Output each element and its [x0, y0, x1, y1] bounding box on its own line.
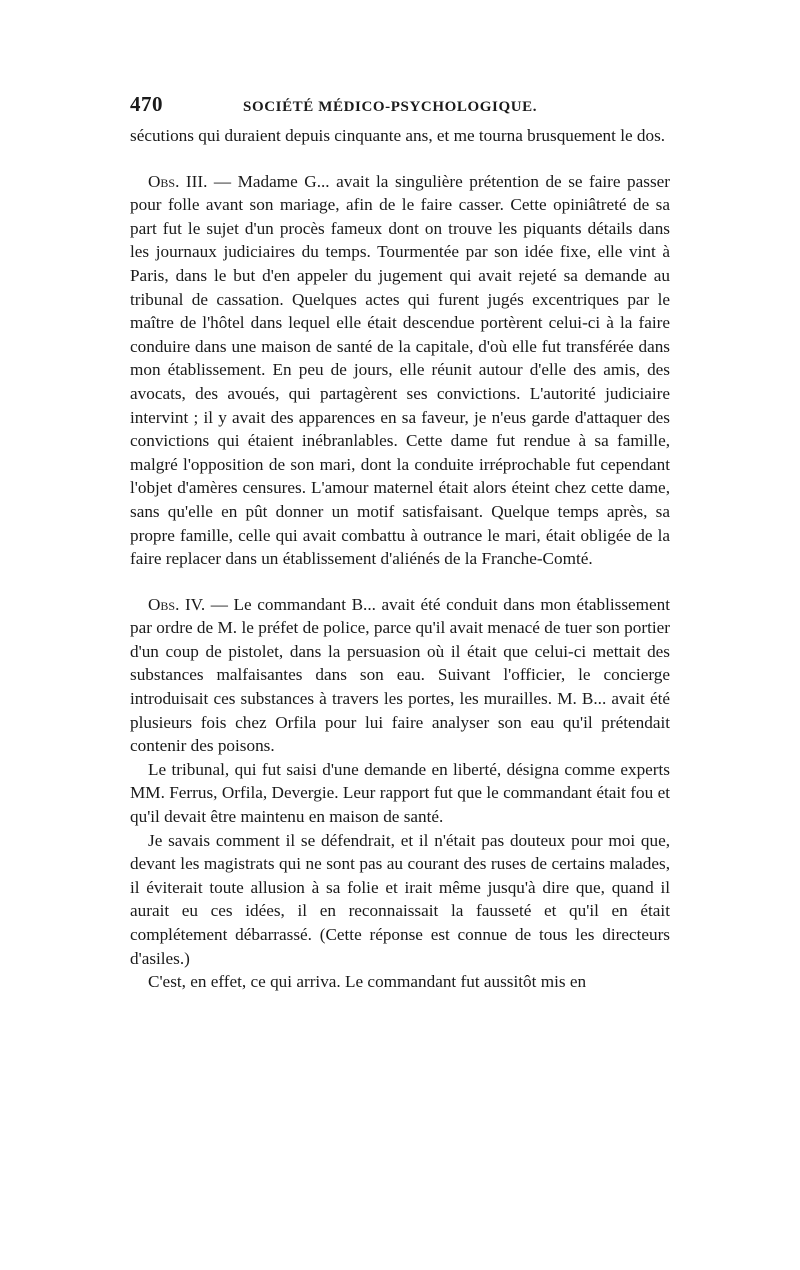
observation-label: Obs. III.: [148, 171, 208, 191]
paragraph-obs-iv: [130, 593, 670, 758]
paragraph-tribunal: [130, 758, 670, 829]
paragraph-text: — Le commandant B... avait été conduit dans mon établissement par ordre de M. le préfet de police, parce qu'il avait menacé de tuer son portier d'un coup de pistolet, dans la persuasion où il était que celui-ci mettait des substances malfaisantes dans son eau. Suivant l'officier, le concierge introduisait ces substances à travers les portes, les murailles. M. B... avait été plusieurs fois chez Orfila pour lui faire analyser son eau qu'il prétendait contenir des poisons.: [130, 594, 670, 756]
running-head: SOCIÉTÉ MÉDICO-PSYCHOLOGIQUE.: [243, 99, 538, 115]
observation-label: Obs. IV.: [148, 594, 206, 614]
body-text: [130, 124, 670, 994]
paragraph-text: sécutions qui duraient depuis cinquante ans, et me tourna brusquement le dos.: [130, 126, 666, 145]
page-header: [130, 92, 670, 122]
book-page: [130, 92, 670, 994]
paragraph-defense: [130, 829, 670, 971]
paragraph-obs-iii: [130, 170, 670, 571]
page-number: 470: [130, 92, 163, 116]
paragraph-text: Le tribunal, qui fut saisi d'une demande en liberté, désigna comme experts MM. Ferrus, Orfila, Devergie. Leur rapport fut que le commandant était fou et qu'il devait être maintenu en maison de santé.: [130, 759, 670, 827]
paragraph-continuation: [130, 124, 670, 148]
paragraph-outcome: [130, 970, 670, 994]
paragraph-text: — Madame G... avait la singulière prétention de se faire passer pour folle avant son mariage, afin de le faire casser. Cette opiniâtreté de sa part fut le sujet d'un procès fameux dont on trouve les piquants détails dans les journaux judiciaires du temps. Tourmentée par son idée fixe, elle vint à Paris, dans le but d'en appeler du jugement qui avait rejeté sa demande au tribunal de cassation. Quelques actes qui furent jugés excentriques par le maître de l'hôtel dans lequel elle était descendue portèrent celui-ci à la faire conduire dans une maison de santé de la capitale, d'où elle fut transférée dans mon établissement. En peu de jours, elle réunit autour d'elle des amis, des avocats, des avoués, qui partagèrent ses convictions. L'autorité judiciaire intervint ; il y avait des apparences en sa faveur, je n'eus garde d'attaquer des convictions qui étaient inébranlables. Cette dame fut rendue à sa famille, malgré l'opposition de son mari, dont la conduite irréprochable fut cependant l'objet d'amères censures. L'amour maternel était alors éteint chez cette dame, sans qu'elle en pût donner un motif satisfaisant. Quelque temps après, sa propre famille, celle qui avait combattu à outrance le mari, était obligée de la faire replacer dans un établissement d'aliénés de la Franche-Comté.: [130, 171, 671, 569]
paragraph-text: C'est, en effet, ce qui arriva. Le commandant fut aussitôt mis en: [148, 972, 587, 992]
paragraph-text: Je savais comment il se défendrait, et il n'était pas douteux pour moi que, devant les magistrats qui ne sont pas au courant des ruses de certains malades, il éviterait toute allusion à sa folie et irait même jusqu'à dire que, quand il aurait eu ces idées, il en reconnaissait la fausseté et qu'il en était complétement débarrassé. (Cette réponse est connue de tous les directeurs d'asiles.): [130, 830, 670, 968]
